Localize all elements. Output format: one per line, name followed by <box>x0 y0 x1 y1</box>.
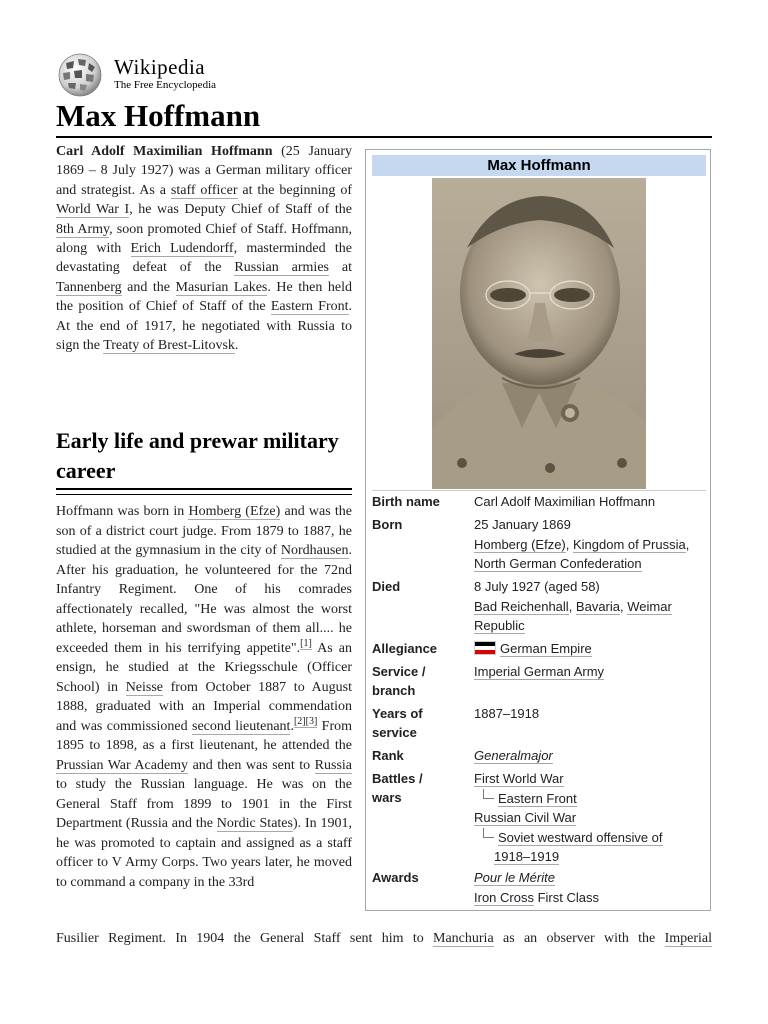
lead-paragraph: Carl Adolf Maximilian Hoffmann (25 January 1869 – 8 July 1927) was a German military officer and strategist. As a staff officer at the beginning of World War I, he was Deputy Chief of Staff of the 8th Army, soon promoted Chief of Staff. Hoffmann, along with Erich Ludendorff, masterminded the devastating defeat of the Russian armies at Tannenberg and the Masurian Lakes. He then held the position of Chief of Staff of the Eastern Front. At the end of 1917, he negotiated with Russia to sign the Treaty of Brest-Litovsk. <box>56 144 353 354</box>
link-german-empire[interactable]: German Empire <box>500 641 592 656</box>
link-8th-army[interactable]: 8th Army <box>56 221 110 237</box>
link-imperial[interactable]: Imperial <box>664 931 712 946</box>
link-weimar-republic[interactable]: Weimar <box>627 598 672 614</box>
link-soviet-westward-offensive[interactable]: Soviet westward offensive of <box>498 829 663 845</box>
infobox-title: Max Hoffmann <box>372 155 706 176</box>
tagline: The Free Encyclopedia <box>114 79 217 91</box>
section-paragraph: Hoffmann was born in Homberg (Efze) and was the son of a district court judge. From 1879 to 1887, he studied at the gymnasium in the city of Nordhausen. After his graduation, he volunteered for the 72nd Infantry Regiment. One of his comrades affectionately recalled, "He was almost the worst athlete, horseman and swordsman of them all.... he exceeded them in his terrifying appetite".[1] As an ensign, he studied at the Kriegsschule (Officer School) in Neisse from October 1887 to August 1888, graduated with an Imperial commendation and was commissioned second lieutenant.[2][3] From 1895 to 1898, as a first lieutenant, he attended the Prussian War Academy and then was sent to Russia to study the Russian language. He was on the General Staff from 1899 to 1901 in the First Department (Russia and the Nordic States). In 1901, he was promoted to captain and assigned as a staff officer to V Army Corps. Two years later, he moved to command a company in the 33rd <box>56 504 353 890</box>
title-divider <box>56 136 712 138</box>
reference-1[interactable]: [1] <box>300 637 312 649</box>
link-bavaria[interactable]: Bavaria <box>575 598 620 614</box>
link-eastern-front[interactable]: Eastern Front <box>270 299 349 315</box>
portrait-photo[interactable] <box>432 178 646 489</box>
link-masurian-lakes[interactable]: Masurian Lakes <box>175 279 268 295</box>
infobox-photo-separator <box>372 490 706 491</box>
link-staff-officer[interactable]: staff officer <box>170 182 238 198</box>
link-second-lieutenant[interactable]: second lieutenant <box>192 718 291 734</box>
german-empire-flag-icon <box>474 641 496 655</box>
section-heading-early-life: Early life and prewar military career <box>56 428 339 483</box>
link-world-war-i[interactable]: World War I <box>56 202 130 218</box>
subject-name: Carl Adolf Maximilian Hoffmann <box>56 144 273 159</box>
link-weimar-republic-cont[interactable]: Republic <box>474 618 525 633</box>
link-erich-ludendorff[interactable]: Erich Ludendorff <box>130 241 234 257</box>
link-tannenberg[interactable]: Tannenberg <box>56 279 122 295</box>
reference-2[interactable]: [2] <box>293 715 306 727</box>
link-kingdom-of-prussia[interactable]: Kingdom of Prussia <box>572 536 686 552</box>
link-homberg[interactable]: Homberg (Efze) <box>188 504 281 519</box>
link-manchuria[interactable]: Manchuria <box>433 931 494 946</box>
link-generalmajor[interactable]: Generalmajor <box>474 748 553 763</box>
link-russian-armies[interactable]: Russian armies <box>234 260 329 276</box>
section-divider <box>56 488 352 490</box>
link-prussian-war-academy[interactable]: Prussian War Academy <box>56 757 189 773</box>
link-russian-civil-war[interactable]: Russian Civil War <box>474 810 577 825</box>
link-russia[interactable]: Russia <box>314 757 352 773</box>
infobox: Max Hoffmann Birth name Carl Adolf Maximilian Hoffmann Born 25 January 1869 Homberg (Efze), Kingdom of Prussia, North German Confederation Died 8 July 1927 (aged 58) Bad Reichenhall, Bavaria, Weimar Republic Allegiance German Empire Service / branch Imperial German Army Years of service 1887–1918 Rank Generalmajor Battles / wars First World War Eastern Front Russian Civil War Soviet westward offensive of 1918–1919 Awards Pour le Mérite Iron Cross First Class <box>365 149 711 911</box>
link-treaty-brest-litovsk[interactable]: Treaty of Brest-Litovsk <box>103 338 235 354</box>
wikipedia-logo[interactable] <box>56 53 256 97</box>
link-iron-cross[interactable]: Iron Cross <box>474 889 534 905</box>
link-north-german-confederation[interactable]: North German Confederation <box>474 556 642 571</box>
link-eastern-front-infobox[interactable]: Eastern Front <box>498 790 577 806</box>
link-soviet-westward-offensive-years[interactable]: 1918–1919 <box>494 849 560 864</box>
section-divider-thin <box>56 494 352 495</box>
link-nordhausen[interactable]: Nordhausen <box>280 543 349 558</box>
link-first-world-war[interactable]: First World War <box>474 771 564 786</box>
wikipedia-globe-icon <box>56 53 104 97</box>
reference-3[interactable]: [3] <box>305 715 318 727</box>
page-title: Max Hoffmann <box>56 98 261 133</box>
tree-branch-icon <box>474 828 706 848</box>
wordmark: Wikipedia <box>114 55 206 79</box>
link-neisse[interactable]: Neisse <box>125 679 164 695</box>
link-imperial-german-army[interactable]: Imperial German Army <box>474 664 605 679</box>
link-bad-reichenhall[interactable]: Bad Reichenhall <box>474 598 569 614</box>
link-pour-le-merite[interactable]: Pour le Mérite <box>474 870 555 885</box>
tree-branch-icon <box>474 789 706 809</box>
link-nordic-states[interactable]: Nordic States <box>216 816 293 831</box>
section-paragraph-continued: Fusilier Regiment. In 1904 the General Staff sent him to Manchuria as an observer with the Imperial <box>56 931 712 946</box>
link-homberg-efze[interactable]: Homberg (Efze) <box>474 536 566 552</box>
